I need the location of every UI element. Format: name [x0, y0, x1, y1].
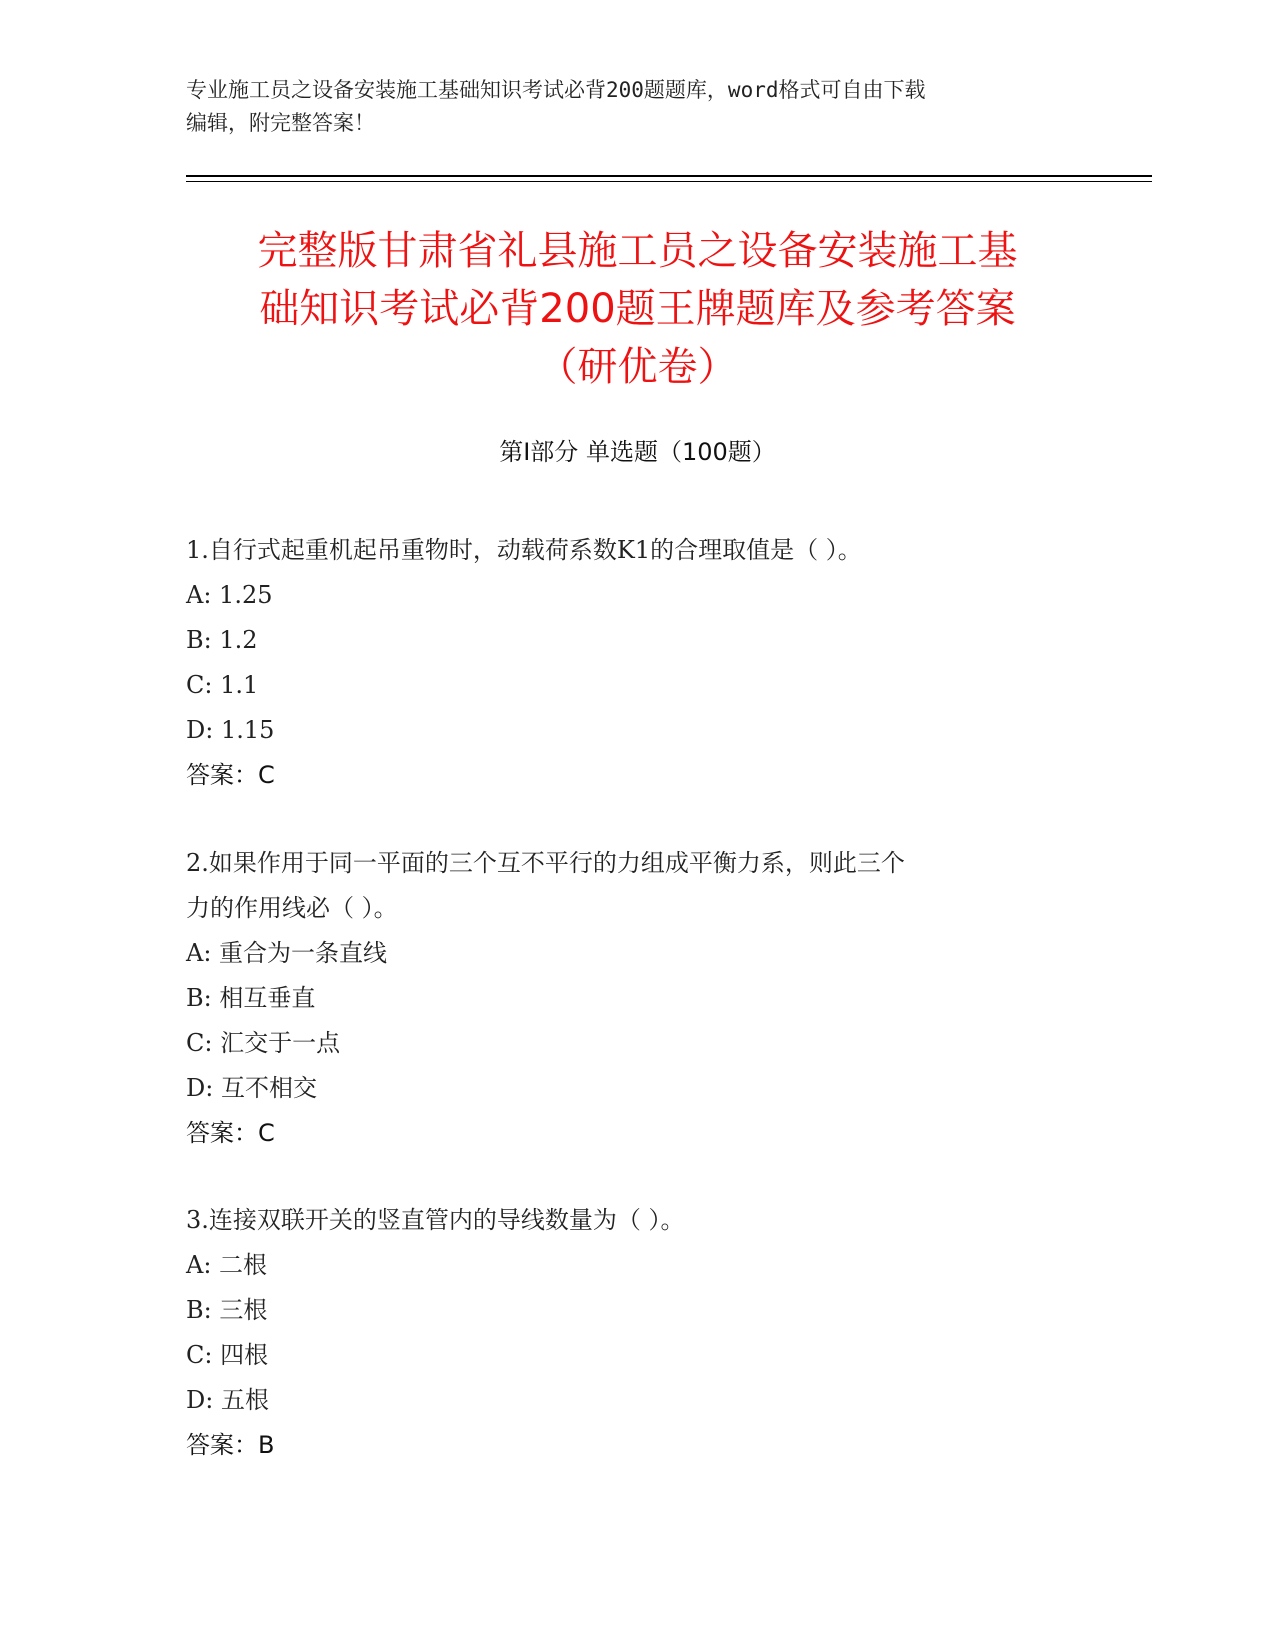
- question-1-answer: 答案：C: [186, 761, 275, 789]
- question-3-option-b: B: 三根: [186, 1296, 268, 1324]
- question-2: [186, 841, 1086, 1156]
- question-2-answer: 答案：C: [186, 1119, 275, 1147]
- question-2-stem-line-1: 2.如果作用于同一平面的三个互不平行的力组成平衡力系，则此三个: [186, 849, 905, 877]
- question-3-stem: 3.连接双联开关的竖直管内的导线数量为（ ）。: [186, 1206, 685, 1234]
- question-2-option-b: B: 相互垂直: [186, 984, 316, 1012]
- question-3-option-d: D: 五根: [186, 1386, 269, 1414]
- question-3: [186, 1198, 1086, 1468]
- document-title: [150, 222, 1125, 396]
- question-2-option-c: C: 汇交于一点: [186, 1029, 341, 1057]
- question-1-option-a: A: 1.25: [186, 581, 273, 609]
- header-note: [186, 74, 1066, 140]
- question-3-option-a: A: 二根: [186, 1251, 268, 1279]
- question-3-answer: 答案：B: [186, 1431, 275, 1459]
- header-divider-thin: [186, 181, 1152, 182]
- question-1-option-c: C: 1.1: [186, 671, 259, 699]
- header-note-line-1: 专业施工员之设备安装施工基础知识考试必背200题题库，word格式可自由下载: [186, 78, 926, 102]
- question-2-stem-line-2: 力的作用线必（ ）。: [186, 894, 398, 922]
- question-1-option-d: D: 1.15: [186, 716, 275, 744]
- section-title: 第Ⅰ部分 单选题（100题）: [499, 438, 776, 466]
- question-1: [186, 528, 1086, 798]
- question-1-option-b: B: 1.2: [186, 626, 258, 654]
- header-note-line-2: 编辑，附完整答案！: [186, 111, 375, 135]
- question-1-stem: 1.自行式起重机起吊重物时，动载荷系数K1的合理取值是（ ）。: [186, 536, 862, 564]
- document-title-line-3: （研优卷）: [537, 344, 738, 390]
- document-title-line-1: 完整版甘肃省礼县施工员之设备安装施工基: [257, 228, 1018, 274]
- question-3-option-c: C: 四根: [186, 1341, 269, 1369]
- question-2-option-a: A: 重合为一条直线: [186, 939, 388, 967]
- document-title-line-2: 础知识考试必背200题王牌题库及参考答案: [259, 286, 1016, 332]
- question-2-option-d: D: 互不相交: [186, 1074, 317, 1102]
- header-divider-thick: [186, 175, 1152, 177]
